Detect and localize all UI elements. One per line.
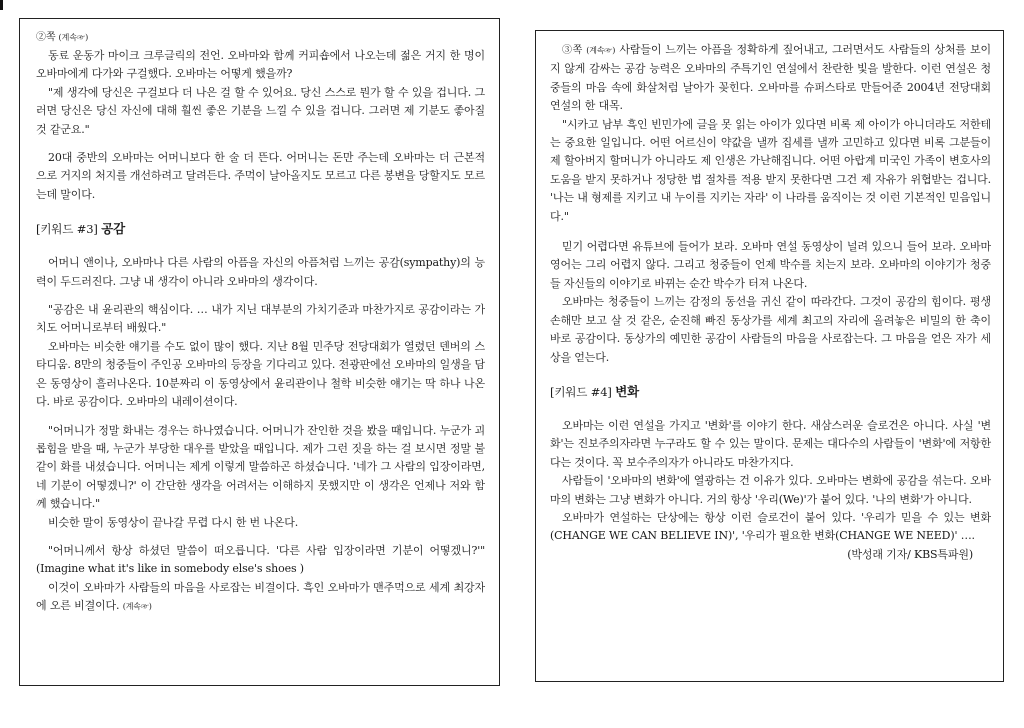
keyword-prefix: [키워드 #3] — [36, 222, 98, 237]
keyword-word: 공감 — [101, 221, 126, 237]
paragraph: 동료 운동가 마이크 크루글릭의 전언. 오바마와 함께 커피숍에서 나오는데 젊은 거지 한 명이 오바마에게 다가와 구걸했다. 오바마는 어떻게 했을까? — [36, 49, 485, 81]
keyword-prefix: [키워드 #4] — [550, 384, 612, 399]
paragraph: 믿기 어렵다면 유튜브에 들어가 보라. 오바마 연설 동영상이 널려 있으니 들어 보라. 오바마 영어는 그리 어렵지 않다. 그리고 청중들이 언제 박수를 치는지 보라. 오바마의 이야기가 청중들 자신들의 이야기로 바뀌는 순간 박수가 터져 나온다. — [550, 240, 991, 290]
quote-paragraph: "어머니께서 항상 하셨던 말씀이 떠오릅니다. '다른 사람 입장이라면 기분이 어떻겠니?'"(Imagine what it's like in somebody else's shoes ) — [36, 543, 485, 576]
scan-corner-mark — [0, 0, 3, 10]
paragraph: 어머니 앤이나, 오바마나 다른 사람의 아픔을 자신의 아픔처럼 느끼는 공감(sympathy)의 능력이 두드러진다. 그냥 내 생각이 아니라 오바마의 생각이다. — [36, 256, 485, 288]
quote-paragraph: "공감은 내 윤리관의 핵심이다. … 내가 지닌 대부분의 가치기준과 마찬가지로 공감이라는 가치도 어머니로부터 배웠다." — [36, 303, 485, 335]
paragraph: 비슷한 말이 동영상이 끝나갈 무렵 다시 한 번 나온다. — [48, 515, 299, 529]
paragraph — [36, 579, 485, 617]
left-page — [19, 18, 500, 686]
continued-label: (계속☞) — [586, 46, 616, 55]
quote-paragraph: "어머니가 정말 화내는 경우는 하나였습니다. 어머니가 잔인한 것을 봤을 때입니다. 누군가 괴롭힘을 받을 때, 누군가 부당한 대우를 받았을 때입니다. 제가 그런 짓을 하는 걸 보시면 정말 불같이 화를 내셨습니다. 어머니는 제게 이렇게 말씀하곤 하셨습니다. '네가 그 사람의 입장이라면, 네 기분이 어떻겠니?' 이 간단한 생각을 어려서는 이해하지 못했지만 이 생각은 언제나 저와 함께 했습니다." — [36, 423, 485, 511]
paragraph — [550, 509, 991, 561]
page-header — [36, 31, 485, 45]
continued-label: (계속☞) — [122, 602, 152, 612]
paragraph-text: 사람들이 느끼는 아픔을 정확하게 짚어내고, 그러면서도 사람들의 상처를 보이지 않게 감싸는 공감 능력은 오바마의 주특기인 연설에서 찬란한 빛을 발한다. 이런 연설은 청중들의 마음 속에 화살처럼 날아가 꽂힌다. 오바마를 슈퍼스타로 만들어준 2004년 전당대회 연설의 한 대목. — [550, 43, 991, 113]
continued-label: (계속☞) — [58, 33, 89, 42]
paragraph: 오바마는 비슷한 얘기를 수도 없이 많이 했다. 지난 8월 민주당 전당대회가 열렸던 덴버의 스타디움. 8만의 청중들이 주인공 오바마의 등장을 기다리고 있다. 전광판에선 오바마의 일생을 담은 동영상이 흘러나온다. 10분짜리 이 동영상에서 윤리관이나 철학 비슷한 얘기는 딱 하나 나온다. 바로 공감이다. 오바마의 내레이션이다. — [36, 339, 485, 409]
keyword-heading — [36, 220, 485, 238]
paragraph-text: 이것이 오바마가 사람들의 마음을 사로잡는 비결이다. 흑인 오바마가 맨주먹으로 세계 최강자에 오른 비결이다. — [36, 580, 485, 613]
byline: (박성래 기자/ KBS특파원) — [847, 547, 973, 561]
paragraph — [550, 41, 991, 116]
page-number-label: ③쪽 — [562, 45, 583, 56]
paragraph-text: 오바마가 연설하는 단상에는 항상 이런 슬로건이 붙어 있다. '우리가 믿을 수 있는 변화(CHANGE WE CAN BELIEVE IN)', '우리가 필요한 변화(CHANGE WE NEED)' …. — [550, 510, 991, 543]
keyword-word: 변화 — [615, 383, 640, 399]
paragraph: 오바마는 청중들이 느끼는 감정의 동선을 귀신 같이 따라간다. 그것이 공감의 힘이다. 평생 손해만 보고 살 것 같은, 순진해 빠진 동상가를 세계 최고의 자리에 올려놓은 비밀의 한 축이 바로 공감이다. 동상가의 예민한 공감이 사람들의 마음을 사로잡는다. 그 마음을 얻은 자가 세상을 얻는다. — [550, 295, 991, 364]
page-number-label: ②쪽 — [36, 32, 56, 43]
quote-paragraph: "시카고 남부 흑인 빈민가에 글을 못 읽는 아이가 있다면 비록 제 아이가 아니더라도 저한테는 중요한 일입니다. 어떤 어르신이 약값을 낼까 집세를 낼까 고민하고 있다면 비록 그분들이 제 할아버지 할머니가 아니라도 제 인생은 가난해집니다. 어떤 아랍계 미국인 가족이 변호사의 도움을 받지 못하거나 정당한 법 절차를 적용 받지 못한다면 그건 제 자유가 위협받는 겁니다. '나는 내 형제를 지키고 내 누이를 지키는 자라' 이 나라를 움직이는 것 이런 기본적인 믿음입니다." — [550, 117, 991, 223]
paragraph: 사람들이 '오바마의 변화'에 열광하는 건 이유가 있다. 오바마는 변화에 공감을 섞는다. 오바마의 변화는 그냥 변화가 아니다. 거의 항상 '우리(We)'가 붙어 있다. '나의 변화'가 아니다. — [550, 474, 991, 506]
paragraph: 오바마는 이런 연설을 가지고 '변화'를 이야기 한다. 새삼스러운 슬로건은 아니다. 사실 '변화'는 진보주의자라면 누구라도 할 수 있는 말이다. 문제는 대다수의 사람들이 '변화'에 저항한다는 것이다. 꼭 보수주의자가 아니라도 마찬가지다. — [550, 418, 991, 469]
paragraph: 20대 중반의 오바마는 어머니보다 한 술 더 뜬다. 어머니는 돈만 주는데 오바마는 더 근본적으로 거지의 처지를 개선하려고 달려든다. 주먹이 날아올지도 모르고 다른 봉변을 당할지도 모르는데 말이다. — [36, 151, 485, 201]
quote-paragraph: "제 생각에 당신은 구걸보다 더 나은 걸 할 수 있어요. 당신 스스로 뭔가 할 수 있을 겁니다. 그러면 당신은 당신 자신에 대해 훨씬 좋은 기분을 느낄 수 있을 겁니다. 그러면 제 기분도 좋아질 것 같군요." — [36, 85, 485, 136]
right-page — [535, 30, 1004, 682]
keyword-heading — [550, 383, 991, 401]
